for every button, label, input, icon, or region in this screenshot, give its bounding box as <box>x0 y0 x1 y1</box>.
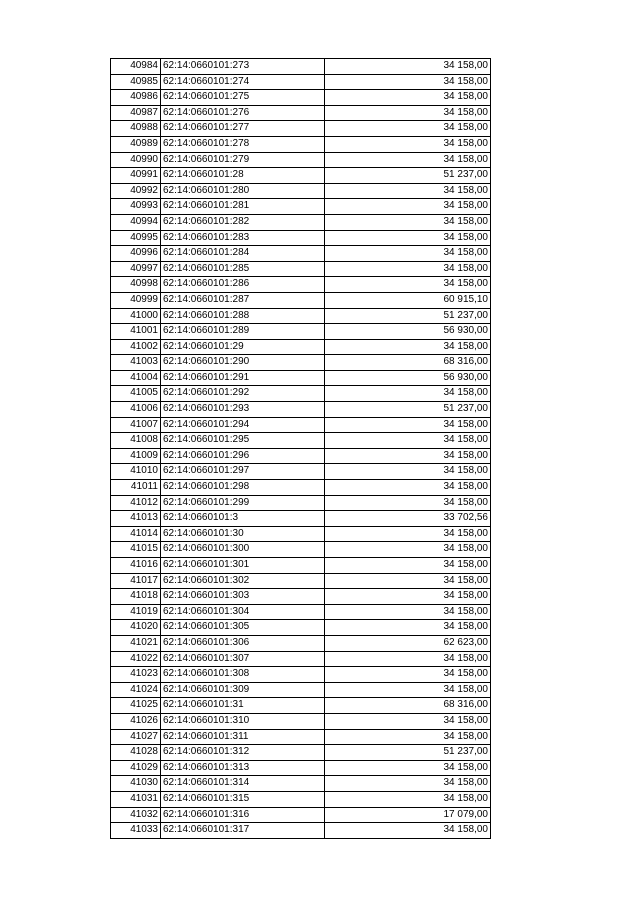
cadastral-number-cell: 62:14:0660101:274 <box>161 74 325 90</box>
row-number-cell: 41019 <box>111 604 161 620</box>
row-number-cell: 40999 <box>111 292 161 308</box>
value-cell: 34 158,00 <box>325 729 491 745</box>
value-cell: 34 158,00 <box>325 776 491 792</box>
cadastral-number-cell: 62:14:0660101:275 <box>161 90 325 106</box>
cadastral-number-cell: 62:14:0660101:317 <box>161 823 325 839</box>
value-cell: 68 316,00 <box>325 698 491 714</box>
cadastral-number-cell: 62:14:0660101:3 <box>161 511 325 527</box>
cadastral-number-cell: 62:14:0660101:311 <box>161 729 325 745</box>
row-number-cell: 41017 <box>111 573 161 589</box>
cadastral-number-cell: 62:14:0660101:310 <box>161 713 325 729</box>
cadastral-number-cell: 62:14:0660101:297 <box>161 464 325 480</box>
row-number-cell: 41015 <box>111 542 161 558</box>
table-row <box>111 308 491 324</box>
value-cell: 34 158,00 <box>325 558 491 574</box>
table-row <box>111 558 491 574</box>
cadastral-number-cell: 62:14:0660101:284 <box>161 246 325 262</box>
cadastral-number-cell: 62:14:0660101:280 <box>161 183 325 199</box>
cadastral-number-cell: 62:14:0660101:312 <box>161 745 325 761</box>
value-cell: 34 158,00 <box>325 214 491 230</box>
cadastral-number-cell: 62:14:0660101:291 <box>161 370 325 386</box>
value-cell: 34 158,00 <box>325 386 491 402</box>
table-row <box>111 713 491 729</box>
value-cell: 34 158,00 <box>325 464 491 480</box>
cadastral-number-cell: 62:14:0660101:282 <box>161 214 325 230</box>
value-cell: 68 316,00 <box>325 355 491 371</box>
cadastral-number-cell: 62:14:0660101:306 <box>161 635 325 651</box>
row-number-cell: 40989 <box>111 136 161 152</box>
value-cell: 34 158,00 <box>325 620 491 636</box>
row-number-cell: 40988 <box>111 121 161 137</box>
value-cell: 34 158,00 <box>325 573 491 589</box>
table-row <box>111 74 491 90</box>
table-row <box>111 261 491 277</box>
value-cell: 34 158,00 <box>325 760 491 776</box>
table-row <box>111 386 491 402</box>
row-number-cell: 41022 <box>111 651 161 667</box>
row-number-cell: 41028 <box>111 745 161 761</box>
table-row <box>111 402 491 418</box>
table-row <box>111 495 491 511</box>
row-number-cell: 41009 <box>111 448 161 464</box>
table-row <box>111 698 491 714</box>
value-cell: 34 158,00 <box>325 74 491 90</box>
value-cell: 34 158,00 <box>325 230 491 246</box>
cadastral-number-cell: 62:14:0660101:299 <box>161 495 325 511</box>
row-number-cell: 41021 <box>111 635 161 651</box>
row-number-cell: 40991 <box>111 168 161 184</box>
value-cell: 34 158,00 <box>325 604 491 620</box>
table-row <box>111 807 491 823</box>
table-row <box>111 526 491 542</box>
value-cell: 34 158,00 <box>325 448 491 464</box>
value-cell: 34 158,00 <box>325 121 491 137</box>
cadastral-number-cell: 62:14:0660101:303 <box>161 589 325 605</box>
value-cell: 34 158,00 <box>325 246 491 262</box>
row-number-cell: 41033 <box>111 823 161 839</box>
value-cell: 51 237,00 <box>325 745 491 761</box>
cadastral-table <box>110 58 491 839</box>
table-row <box>111 667 491 683</box>
table-row <box>111 791 491 807</box>
row-number-cell: 41027 <box>111 729 161 745</box>
cadastral-number-cell: 62:14:0660101:305 <box>161 620 325 636</box>
value-cell: 34 158,00 <box>325 183 491 199</box>
value-cell: 34 158,00 <box>325 59 491 75</box>
cadastral-number-cell: 62:14:0660101:273 <box>161 59 325 75</box>
value-cell: 56 930,00 <box>325 370 491 386</box>
value-cell: 60 915,10 <box>325 292 491 308</box>
cadastral-number-cell: 62:14:0660101:302 <box>161 573 325 589</box>
value-cell: 34 158,00 <box>325 105 491 121</box>
row-number-cell: 41020 <box>111 620 161 636</box>
row-number-cell: 40994 <box>111 214 161 230</box>
cadastral-number-cell: 62:14:0660101:304 <box>161 604 325 620</box>
row-number-cell: 41016 <box>111 558 161 574</box>
table-row <box>111 292 491 308</box>
row-number-cell: 40998 <box>111 277 161 293</box>
cadastral-number-cell: 62:14:0660101:301 <box>161 558 325 574</box>
row-number-cell: 41004 <box>111 370 161 386</box>
cadastral-number-cell: 62:14:0660101:316 <box>161 807 325 823</box>
cadastral-number-cell: 62:14:0660101:286 <box>161 277 325 293</box>
value-cell: 34 158,00 <box>325 277 491 293</box>
table-row <box>111 745 491 761</box>
cadastral-number-cell: 62:14:0660101:300 <box>161 542 325 558</box>
row-number-cell: 41006 <box>111 402 161 418</box>
table-row <box>111 355 491 371</box>
row-number-cell: 40993 <box>111 199 161 215</box>
value-cell: 34 158,00 <box>325 651 491 667</box>
row-number-cell: 41001 <box>111 324 161 340</box>
table-row <box>111 651 491 667</box>
row-number-cell: 40995 <box>111 230 161 246</box>
row-number-cell: 41010 <box>111 464 161 480</box>
table-body <box>111 59 491 839</box>
table-row <box>111 136 491 152</box>
cadastral-number-cell: 62:14:0660101:281 <box>161 199 325 215</box>
row-number-cell: 41024 <box>111 682 161 698</box>
row-number-cell: 40984 <box>111 59 161 75</box>
cadastral-number-cell: 62:14:0660101:294 <box>161 417 325 433</box>
cadastral-number-cell: 62:14:0660101:307 <box>161 651 325 667</box>
row-number-cell: 41013 <box>111 511 161 527</box>
table-row <box>111 90 491 106</box>
value-cell: 34 158,00 <box>325 791 491 807</box>
value-cell: 34 158,00 <box>325 682 491 698</box>
value-cell: 34 158,00 <box>325 199 491 215</box>
row-number-cell: 41018 <box>111 589 161 605</box>
row-number-cell: 41030 <box>111 776 161 792</box>
row-number-cell: 40996 <box>111 246 161 262</box>
cadastral-number-cell: 62:14:0660101:28 <box>161 168 325 184</box>
row-number-cell: 41002 <box>111 339 161 355</box>
value-cell: 17 079,00 <box>325 807 491 823</box>
row-number-cell: 41025 <box>111 698 161 714</box>
value-cell: 34 158,00 <box>325 589 491 605</box>
cadastral-number-cell: 62:14:0660101:309 <box>161 682 325 698</box>
value-cell: 34 158,00 <box>325 542 491 558</box>
table-row <box>111 620 491 636</box>
cadastral-number-cell: 62:14:0660101:315 <box>161 791 325 807</box>
table-row <box>111 776 491 792</box>
row-number-cell: 40987 <box>111 105 161 121</box>
table-row <box>111 214 491 230</box>
value-cell: 34 158,00 <box>325 713 491 729</box>
cadastral-number-cell: 62:14:0660101:293 <box>161 402 325 418</box>
table-row <box>111 729 491 745</box>
cadastral-number-cell: 62:14:0660101:288 <box>161 308 325 324</box>
cadastral-number-cell: 62:14:0660101:292 <box>161 386 325 402</box>
value-cell: 34 158,00 <box>325 417 491 433</box>
cadastral-number-cell: 62:14:0660101:308 <box>161 667 325 683</box>
row-number-cell: 41029 <box>111 760 161 776</box>
row-number-cell: 40992 <box>111 183 161 199</box>
table-row <box>111 433 491 449</box>
table-row <box>111 589 491 605</box>
row-number-cell: 41011 <box>111 480 161 496</box>
table-row <box>111 168 491 184</box>
value-cell: 34 158,00 <box>325 667 491 683</box>
cadastral-number-cell: 62:14:0660101:313 <box>161 760 325 776</box>
table-row <box>111 542 491 558</box>
value-cell: 34 158,00 <box>325 90 491 106</box>
table-row <box>111 511 491 527</box>
value-cell: 51 237,00 <box>325 168 491 184</box>
value-cell: 34 158,00 <box>325 136 491 152</box>
table-row <box>111 823 491 839</box>
row-number-cell: 40985 <box>111 74 161 90</box>
value-cell: 51 237,00 <box>325 402 491 418</box>
value-cell: 34 158,00 <box>325 823 491 839</box>
value-cell: 34 158,00 <box>325 339 491 355</box>
row-number-cell: 41007 <box>111 417 161 433</box>
cadastral-number-cell: 62:14:0660101:276 <box>161 105 325 121</box>
table-row <box>111 635 491 651</box>
row-number-cell: 40986 <box>111 90 161 106</box>
table-row <box>111 230 491 246</box>
row-number-cell: 41005 <box>111 386 161 402</box>
cadastral-number-cell: 62:14:0660101:290 <box>161 355 325 371</box>
cadastral-number-cell: 62:14:0660101:279 <box>161 152 325 168</box>
table-row <box>111 59 491 75</box>
table-row <box>111 121 491 137</box>
cadastral-number-cell: 62:14:0660101:295 <box>161 433 325 449</box>
cadastral-number-cell: 62:14:0660101:285 <box>161 261 325 277</box>
cadastral-number-cell: 62:14:0660101:29 <box>161 339 325 355</box>
cadastral-number-cell: 62:14:0660101:287 <box>161 292 325 308</box>
cadastral-number-cell: 62:14:0660101:283 <box>161 230 325 246</box>
table-row <box>111 448 491 464</box>
row-number-cell: 41000 <box>111 308 161 324</box>
row-number-cell: 41003 <box>111 355 161 371</box>
row-number-cell: 40997 <box>111 261 161 277</box>
cadastral-number-cell: 62:14:0660101:296 <box>161 448 325 464</box>
row-number-cell: 41014 <box>111 526 161 542</box>
value-cell: 62 623,00 <box>325 635 491 651</box>
value-cell: 56 930,00 <box>325 324 491 340</box>
table-row <box>111 573 491 589</box>
value-cell: 34 158,00 <box>325 433 491 449</box>
row-number-cell: 41008 <box>111 433 161 449</box>
table-row <box>111 604 491 620</box>
row-number-cell: 41032 <box>111 807 161 823</box>
table-row <box>111 339 491 355</box>
cadastral-number-cell: 62:14:0660101:314 <box>161 776 325 792</box>
table-row <box>111 682 491 698</box>
value-cell: 34 158,00 <box>325 261 491 277</box>
table-row <box>111 105 491 121</box>
row-number-cell: 41031 <box>111 791 161 807</box>
cadastral-number-cell: 62:14:0660101:30 <box>161 526 325 542</box>
table-row <box>111 246 491 262</box>
row-number-cell: 40990 <box>111 152 161 168</box>
table-row <box>111 370 491 386</box>
row-number-cell: 41023 <box>111 667 161 683</box>
value-cell: 34 158,00 <box>325 526 491 542</box>
table-row <box>111 417 491 433</box>
value-cell: 34 158,00 <box>325 480 491 496</box>
table-row <box>111 760 491 776</box>
cadastral-number-cell: 62:14:0660101:278 <box>161 136 325 152</box>
cadastral-number-cell: 62:14:0660101:31 <box>161 698 325 714</box>
table-row <box>111 324 491 340</box>
cadastral-number-cell: 62:14:0660101:298 <box>161 480 325 496</box>
table-row <box>111 199 491 215</box>
value-cell: 33 702,56 <box>325 511 491 527</box>
value-cell: 34 158,00 <box>325 495 491 511</box>
cadastral-number-cell: 62:14:0660101:289 <box>161 324 325 340</box>
table-row <box>111 480 491 496</box>
cadastral-number-cell: 62:14:0660101:277 <box>161 121 325 137</box>
value-cell: 51 237,00 <box>325 308 491 324</box>
value-cell: 34 158,00 <box>325 152 491 168</box>
row-number-cell: 41012 <box>111 495 161 511</box>
table-row <box>111 464 491 480</box>
row-number-cell: 41026 <box>111 713 161 729</box>
table-row <box>111 152 491 168</box>
table-row <box>111 277 491 293</box>
table-row <box>111 183 491 199</box>
